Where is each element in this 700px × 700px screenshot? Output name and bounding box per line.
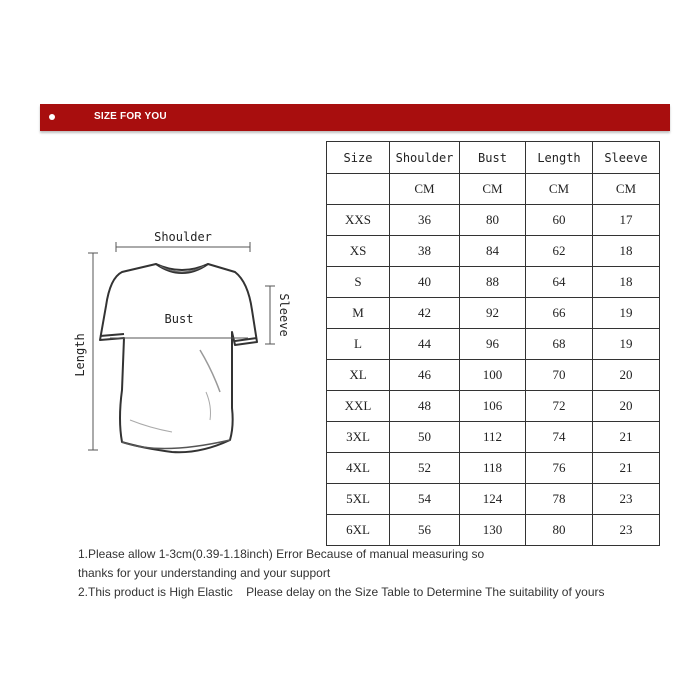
table-cell: 36 — [390, 205, 460, 236]
size-banner — [40, 104, 670, 131]
table-row — [327, 298, 660, 329]
table-cell: 44 — [390, 329, 460, 360]
table-cell: 68 — [526, 329, 593, 360]
table-header-row — [327, 142, 660, 174]
table-cell: 74 — [526, 422, 593, 453]
table-cell: 106 — [460, 391, 526, 422]
table-row — [327, 484, 660, 515]
bust-label: Bust — [164, 312, 194, 326]
table-cell: 21 — [593, 453, 660, 484]
table-row — [327, 360, 660, 391]
table-cell: 4XL — [327, 453, 390, 484]
length-label: Length — [73, 333, 87, 377]
table-cell: 56 — [390, 515, 460, 546]
table-cell: 19 — [593, 329, 660, 360]
table-cell: 3XL — [327, 422, 390, 453]
tshirt-measurement-diagram — [60, 220, 300, 470]
table-cell: 60 — [526, 205, 593, 236]
table-cell: XS — [327, 236, 390, 267]
table-cell: 54 — [390, 484, 460, 515]
tshirt-outline — [100, 264, 257, 452]
table-cell: 72 — [526, 391, 593, 422]
table-row — [327, 391, 660, 422]
table-cell: 40 — [390, 267, 460, 298]
table-cell: 38 — [390, 236, 460, 267]
table-cell: 18 — [593, 236, 660, 267]
table-cell: 66 — [526, 298, 593, 329]
banner-title: SIZE FOR YOU — [94, 111, 167, 122]
header-cell: Shoulder — [390, 142, 460, 174]
unit-cell — [327, 174, 390, 205]
table-cell: 70 — [526, 360, 593, 391]
unit-cell: CM — [526, 174, 593, 205]
table-cell: 23 — [593, 515, 660, 546]
table-cell: L — [327, 329, 390, 360]
table-cell: 5XL — [327, 484, 390, 515]
table-row — [327, 422, 660, 453]
table-cell: XXS — [327, 205, 390, 236]
table-cell: 6XL — [327, 515, 390, 546]
table-row — [327, 329, 660, 360]
table-cell: 78 — [526, 484, 593, 515]
table-row — [327, 515, 660, 546]
header-cell: Size — [327, 142, 390, 174]
table-cell: 46 — [390, 360, 460, 391]
table-cell: XL — [327, 360, 390, 391]
header-cell: Bust — [460, 142, 526, 174]
table-cell: 18 — [593, 267, 660, 298]
table-cell: 130 — [460, 515, 526, 546]
table-cell: 42 — [390, 298, 460, 329]
table-cell: 88 — [460, 267, 526, 298]
table-cell: 19 — [593, 298, 660, 329]
table-row — [327, 267, 660, 298]
table-cell: 80 — [526, 515, 593, 546]
table-cell: 62 — [526, 236, 593, 267]
table-cell: 92 — [460, 298, 526, 329]
shoulder-label: Shoulder — [154, 230, 212, 244]
table-units-row — [327, 174, 660, 205]
unit-cell: CM — [460, 174, 526, 205]
unit-cell: CM — [390, 174, 460, 205]
note-line: 1.Please allow 1-3cm(0.39-1.18inch) Error Because of manual measuring so — [78, 547, 485, 561]
unit-cell: CM — [593, 174, 660, 205]
table-cell: 84 — [460, 236, 526, 267]
size-notes — [78, 545, 605, 602]
table-cell: 48 — [390, 391, 460, 422]
table-cell: M — [327, 298, 390, 329]
table-row — [327, 236, 660, 267]
table-cell: S — [327, 267, 390, 298]
sleeve-label: Sleeve — [277, 293, 291, 337]
table-cell: 50 — [390, 422, 460, 453]
table-cell: 80 — [460, 205, 526, 236]
table-cell: 64 — [526, 267, 593, 298]
table-row — [327, 453, 660, 484]
table-cell: 96 — [460, 329, 526, 360]
table-cell: 20 — [593, 391, 660, 422]
table-cell: 21 — [593, 422, 660, 453]
table-cell: 100 — [460, 360, 526, 391]
header-cell: Sleeve — [593, 142, 660, 174]
table-cell: 23 — [593, 484, 660, 515]
table-cell: 52 — [390, 453, 460, 484]
note-line: 2.This product is High Elastic Please delay on the Size Table to Determine The suitability of yours — [78, 585, 605, 599]
table-cell: 124 — [460, 484, 526, 515]
table-cell: 112 — [460, 422, 526, 453]
banner-dot-icon — [49, 114, 55, 120]
table-cell: 17 — [593, 205, 660, 236]
table-cell: 76 — [526, 453, 593, 484]
size-table — [326, 141, 660, 546]
table-cell: 20 — [593, 360, 660, 391]
header-cell: Length — [526, 142, 593, 174]
table-cell: 118 — [460, 453, 526, 484]
table-cell: XXL — [327, 391, 390, 422]
table-row — [327, 205, 660, 236]
note-line: thanks for your understanding and your support — [78, 566, 331, 580]
